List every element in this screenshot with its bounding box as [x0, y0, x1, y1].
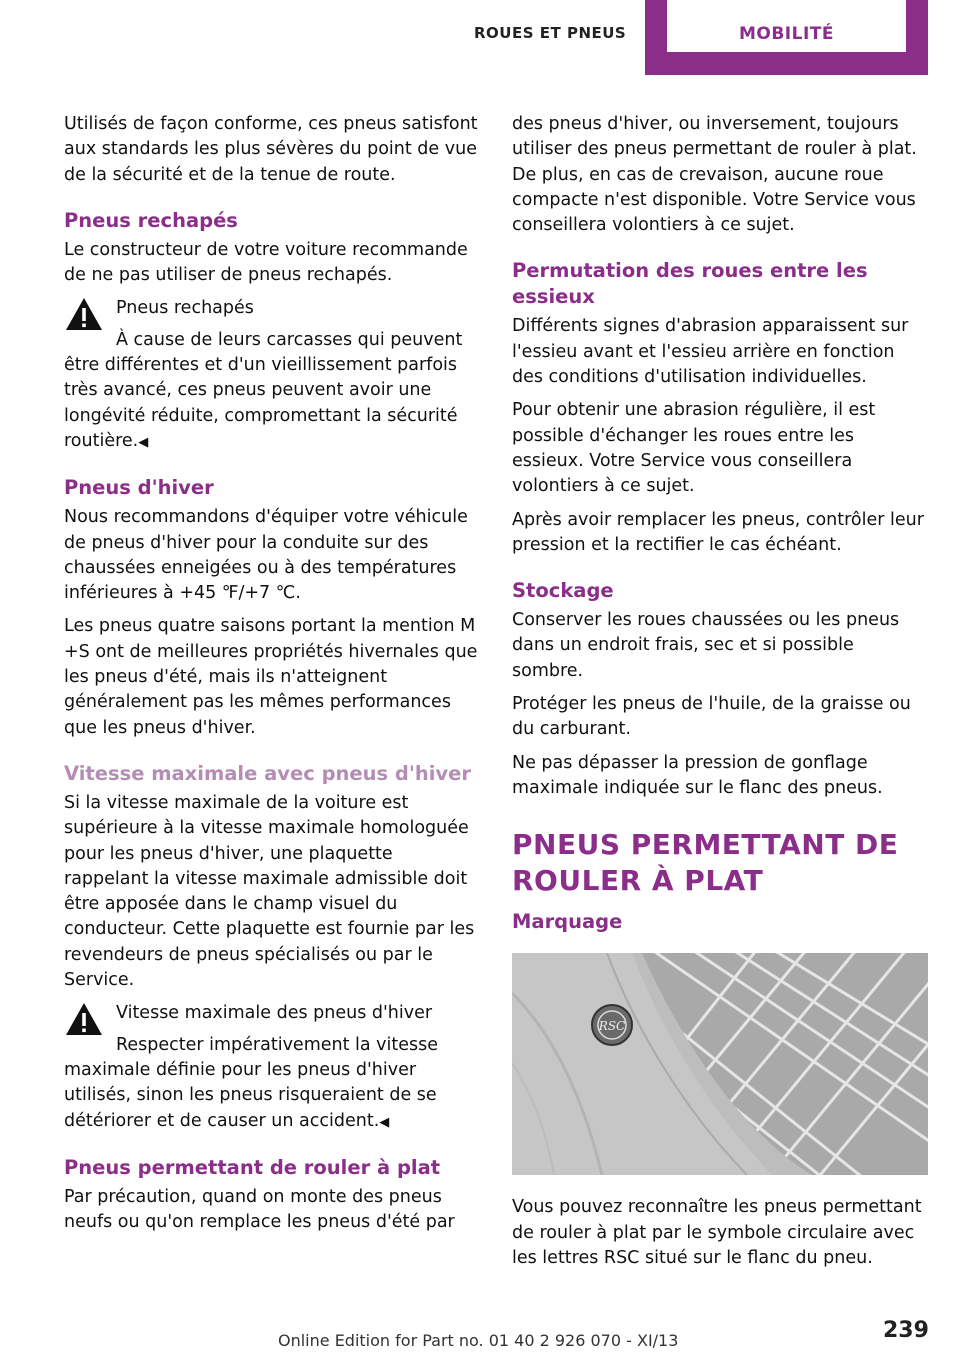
stockage-paragraph-1: Conserver les roues chaussées ou les pneus dans un endroit frais, sec et si possible sombre.: [512, 610, 900, 681]
warning-vitesse-title: Vitesse maximale des pneus d'hiver: [116, 1003, 433, 1024]
warning-rechapes: [64, 296, 480, 455]
warning-triangle-icon: [64, 296, 104, 332]
heading-pneus-rsc: Pneus permettant de rouler à plat: [64, 1155, 441, 1179]
stockage-paragraph-2: Protéger les pneus de l'huile, de la graisse ou du carburant.: [512, 694, 911, 740]
header-tab-label: MOBILITÉ: [667, 0, 906, 52]
permutation-paragraph-2: Pour obtenir une abrasion régulière, il est possible d'échanger les roues entre les essieux. Votre Service vous conseillera volontiers à ce sujet.: [512, 400, 876, 497]
warning-vitesse-text: maximale définie pour les pneus d'hiver utilisés, sinon les pneus risqueraient de se détériorer et de causer un accident.: [64, 1059, 437, 1131]
permutation-paragraph-1: Différents signes d'abrasion apparaissent sur l'essieu avant et l'essieu arrière en fonction des conditions d'utilisation individuelles.: [512, 316, 909, 388]
heading-vitesse-maximale: Vitesse maximale avec pneus d'hiver: [64, 761, 471, 785]
heading-stockage: Stockage: [512, 579, 614, 603]
heading-permutation: Permutation des roues entre les essieux: [512, 259, 868, 309]
right-column: [512, 112, 928, 1279]
warning-rechapes-title: Pneus rechapés: [116, 298, 254, 319]
stockage-paragraph-3: Ne pas dépasser la pression de gonflage maximale indiquée sur le flanc des pneus.: [512, 752, 883, 798]
end-mark-icon: ◀: [379, 1114, 390, 1130]
header-tab: [645, 0, 928, 75]
chapter-title-line2: ROULER À PLAT: [512, 864, 764, 898]
rechapes-paragraph: Le constructeur de votre voiture recommande de ne pas utiliser de pneus rechapés.: [64, 239, 468, 286]
warning-vitesse: [64, 1001, 480, 1134]
hiver-paragraph-2: Les pneus quatre saisons portant la mention M +S ont de meilleures propriétés hivernales que les pneus d'été, mais ils n'atteignent généralement pas les mêmes performances que les pneus d'hiver.: [64, 616, 478, 738]
tire-rsc-marking-figure: [512, 953, 928, 1175]
chapter-title: [512, 827, 928, 899]
heading-pneus-rechapes: Pneus rechapés: [64, 208, 238, 232]
warning-rechapes-line1: À cause de leurs carcasses qui peuvent: [116, 329, 463, 350]
rsc-paragraph: Par précaution, quand on monte des pneus neufs ou qu'on remplace les pneus d'été par: [64, 1186, 455, 1233]
rsc-symbol-text: RSC: [598, 1019, 626, 1034]
hiver-paragraph-1: Nous recommandons d'équiper votre véhicule de pneus d'hiver pour la conduite sur des chaussées enneigées ou à des températures inférieures à +45 ℉/+7 ℃.: [64, 507, 468, 604]
heading-pneus-hiver: Pneus d'hiver: [64, 476, 214, 500]
vitesse-paragraph: Si la vitesse maximale de la voiture est supérieure à la vitesse maximale homologuée pour les pneus d'hiver, une plaquette rappelant la vitesse maximale admissible doit être apposée dans le champ visuel du conducteur. Cette plaquette est fournie par les revendeurs de pneus spécialisés ou par le Service.: [64, 792, 475, 991]
header-section-label: ROUES ET PNEUS: [474, 24, 627, 42]
warning-triangle-icon: [64, 1001, 104, 1037]
footer-edition: Online Edition for Part no. 01 40 2 926 070 - XI/13: [278, 1331, 679, 1350]
warning-rechapes-text: être différentes et d'un vieillissement parfois très avancé, ces pneus peuvent avoir une longévité réduite, compromettant la sécurité routière.: [64, 355, 458, 451]
chapter-title-line1: PNEUS PERMETTANT DE: [512, 828, 899, 862]
page-number: 239: [883, 1318, 929, 1343]
left-column: [64, 112, 480, 1243]
intro-paragraph: Utilisés de façon conforme, ces pneus satisfont aux standards les plus sévères du point de vue de la sécurité et de la tenue de route.: [64, 114, 478, 185]
rsc-continuation-paragraph: des pneus d'hiver, ou inversement, toujours utiliser des pneus permettant de rouler à plat. De plus, en cas de crevaison, aucune roue compacte n'est disponible. Votre Service vous conseillera volontiers à ce sujet.: [512, 114, 917, 236]
permutation-paragraph-3: Après avoir remplacer les pneus, contrôler leur pression et la rectifier le cas échéant.: [512, 509, 924, 555]
marquage-paragraph: Vous pouvez reconnaître les pneus permettant de rouler à plat par le symbole circulaire avec les lettres RSC situé sur le flanc du pneu.: [512, 1197, 922, 1268]
end-mark-icon: ◀: [138, 434, 149, 450]
heading-marquage: Marquage: [512, 910, 623, 934]
warning-vitesse-line1: Respecter impérativement la vitesse: [116, 1034, 439, 1055]
